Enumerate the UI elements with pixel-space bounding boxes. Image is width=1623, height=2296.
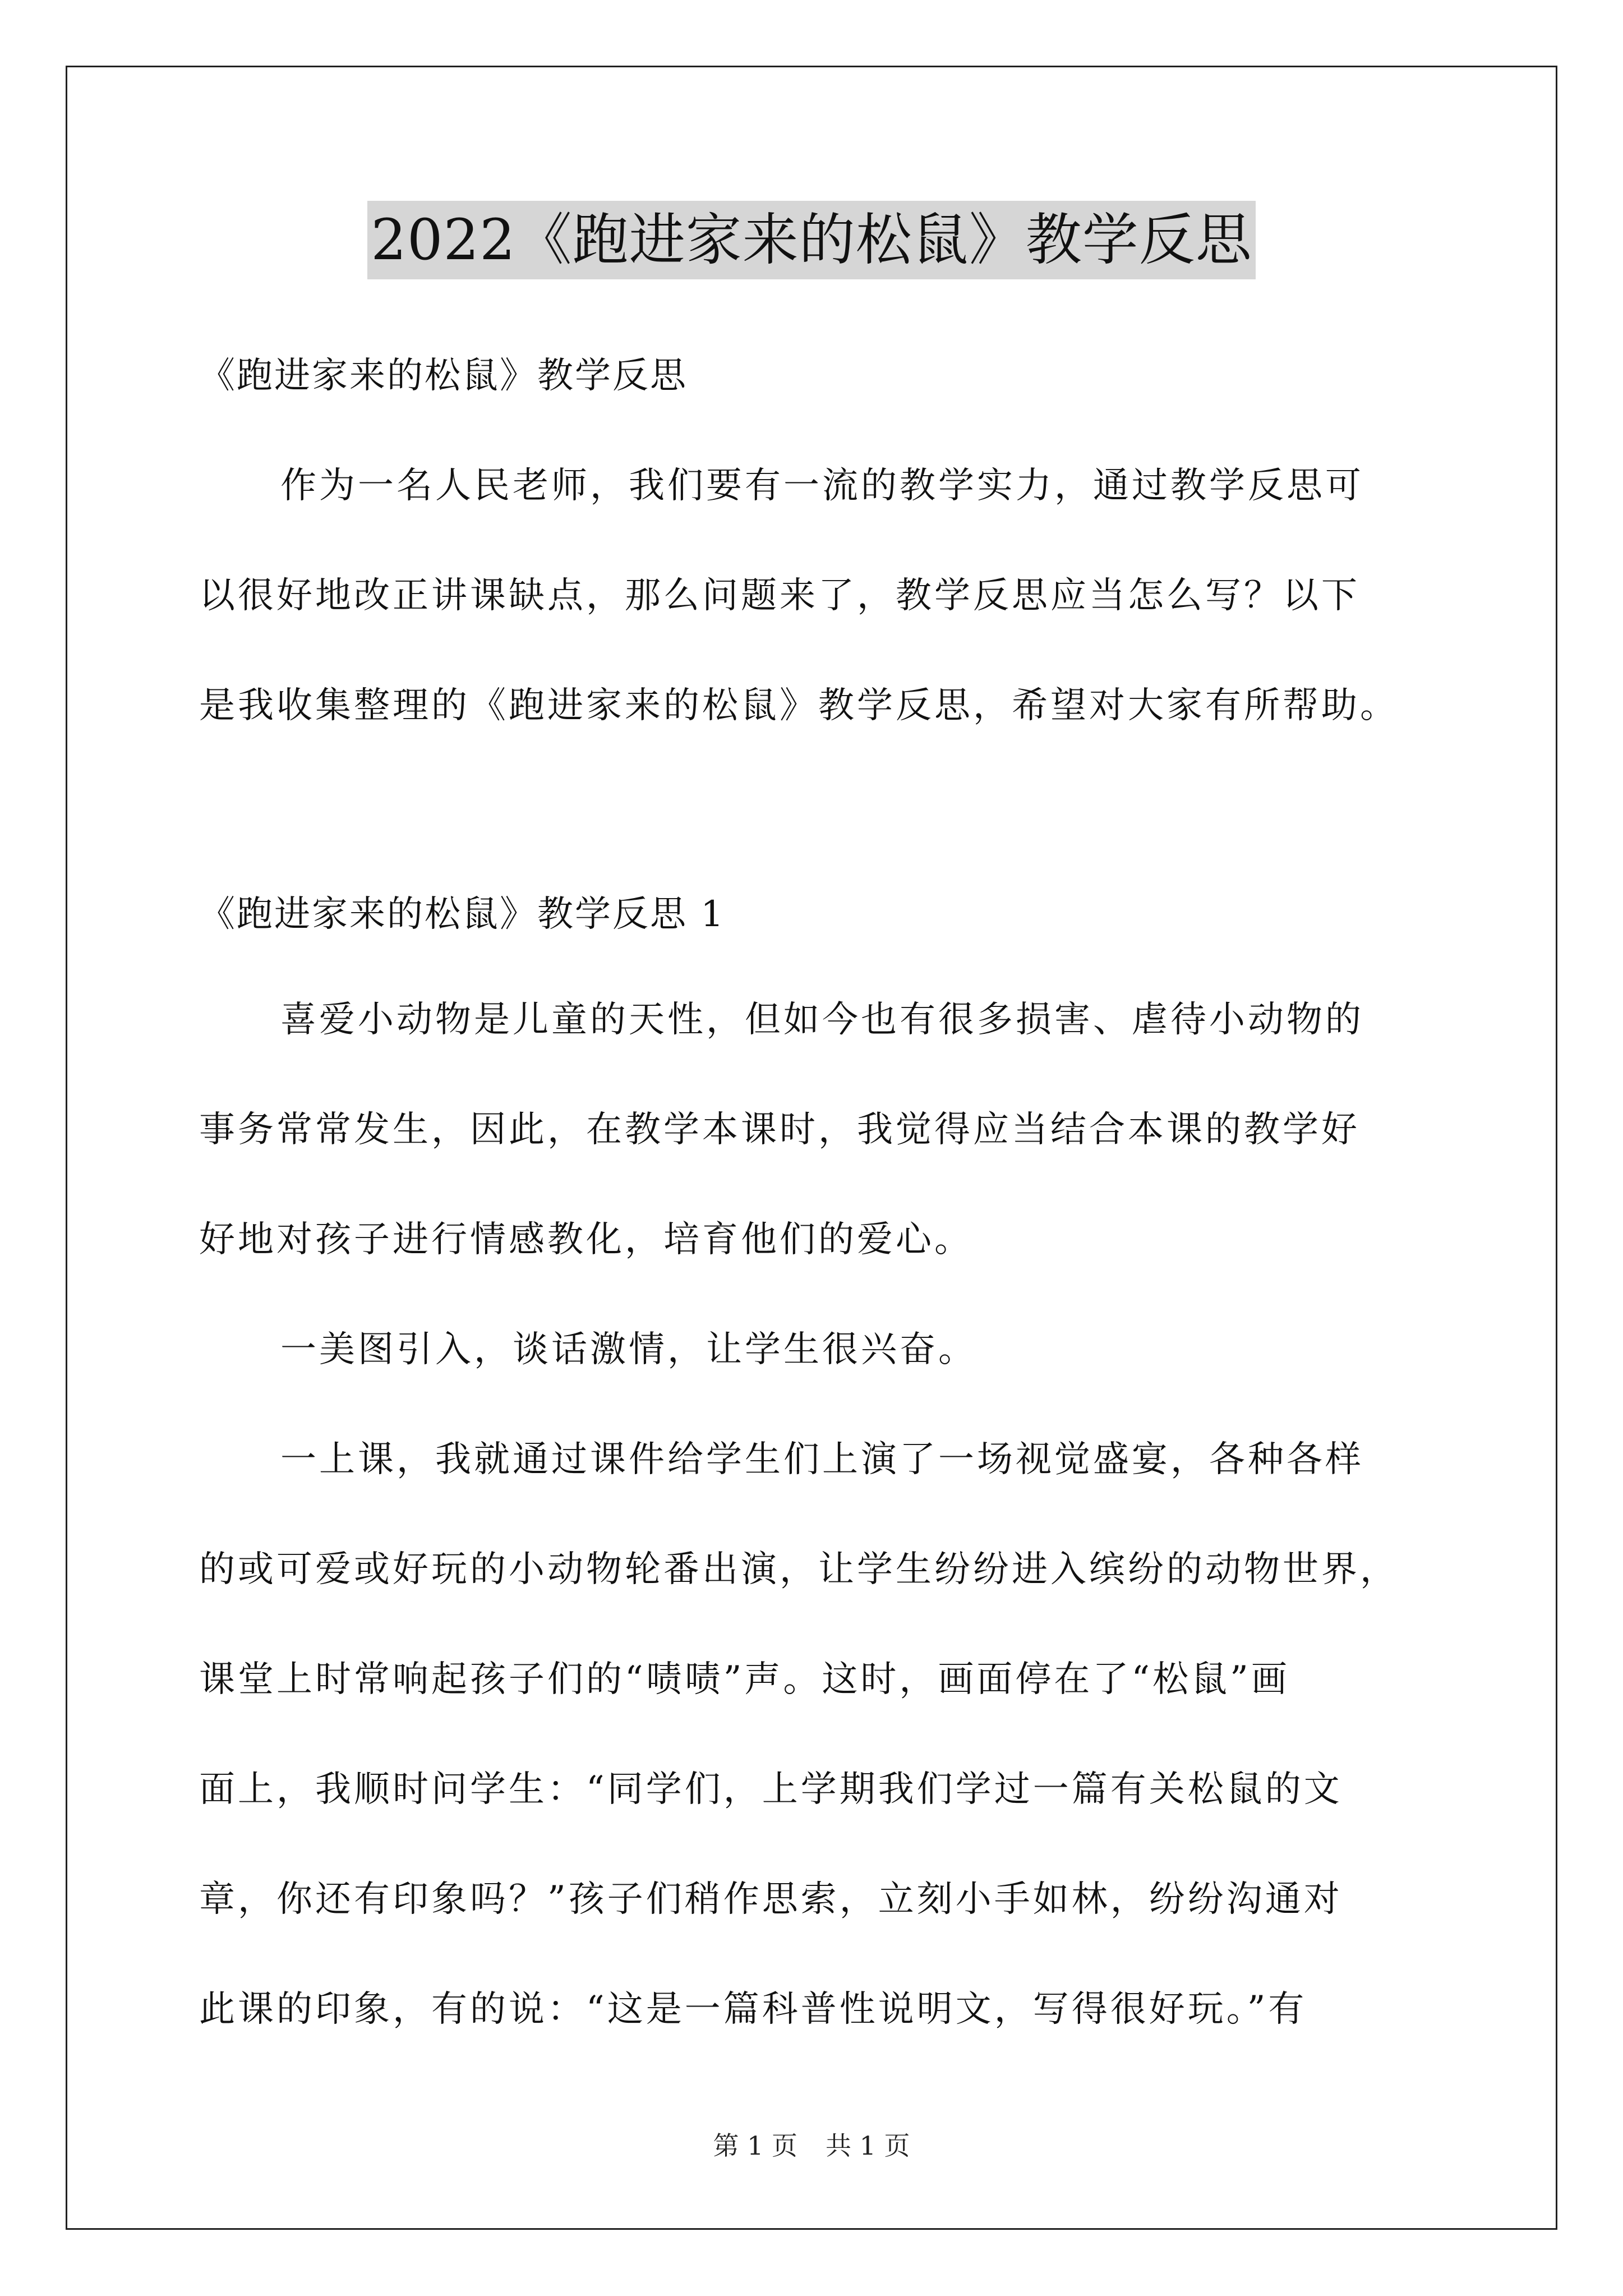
paragraph-1 <box>199 965 1427 1295</box>
title-area <box>0 201 1623 279</box>
document-title: 2022《跑进家来的松鼠》教学反思 <box>367 201 1256 279</box>
text-line: 作为一名人民老师，我们要有一流的教学实力，通过教学反思可 <box>280 465 1364 507</box>
text-line: 好地对孩子进行情感教化，培育他们的爱心。 <box>199 1219 973 1260</box>
text-line: 章，你还有印象吗？”孩子们稍作思索，立刻小手如林，纷纷沟通对 <box>199 1879 1343 1920</box>
paragraph-2 <box>199 1295 1427 1405</box>
text-line: 面上，我顺时问学生：“同学们，上学期我们学过一篇有关松鼠的文 <box>199 1769 1343 1810</box>
text-line: 一上课，我就通过课件给学生们上演了一场视觉盛宴，各种各样 <box>280 1439 1364 1480</box>
text-line: 此课的印象，有的说：“这是一篇科普性说明文，写得很好玩。”有 <box>199 1989 1307 2030</box>
page-total: 共 1 页 <box>826 2131 910 2161</box>
text-line: 喜爱小动物是儿童的天性，但如今也有很多损害、虐待小动物的 <box>280 999 1364 1041</box>
section-heading: 《跑进家来的松鼠》教学反思 1 <box>199 894 726 935</box>
text-line: 事务常常发生，因此，在教学本课时，我觉得应当结合本课的教学好 <box>199 1109 1360 1151</box>
text-line: 是我收集整理的《跑进家来的松鼠》教学反思，希望对大家有所帮助。 <box>199 685 1399 726</box>
text-line: 的或可爱或好玩的小动物轮番出演，让学生纷纷进入缤纷的动物世界， <box>199 1549 1399 1590</box>
intro-paragraph <box>199 431 1427 761</box>
text-line: 课堂上时常响起孩子们的“啧啧”声。这时，画面停在了“松鼠”画 <box>199 1659 1290 1700</box>
page-footer <box>0 2126 1623 2165</box>
paragraph-3 <box>199 1405 1427 2064</box>
text-line: 以很好地改正讲课缺点，那么问题来了，教学反思应当怎么写？以下 <box>199 575 1360 616</box>
text-line: 一美图引入，谈话激情，让学生很兴奋。 <box>280 1329 977 1370</box>
page-number: 第 1 页 <box>713 2131 797 2161</box>
document-subtitle: 《跑进家来的松鼠》教学反思 <box>199 355 688 397</box>
